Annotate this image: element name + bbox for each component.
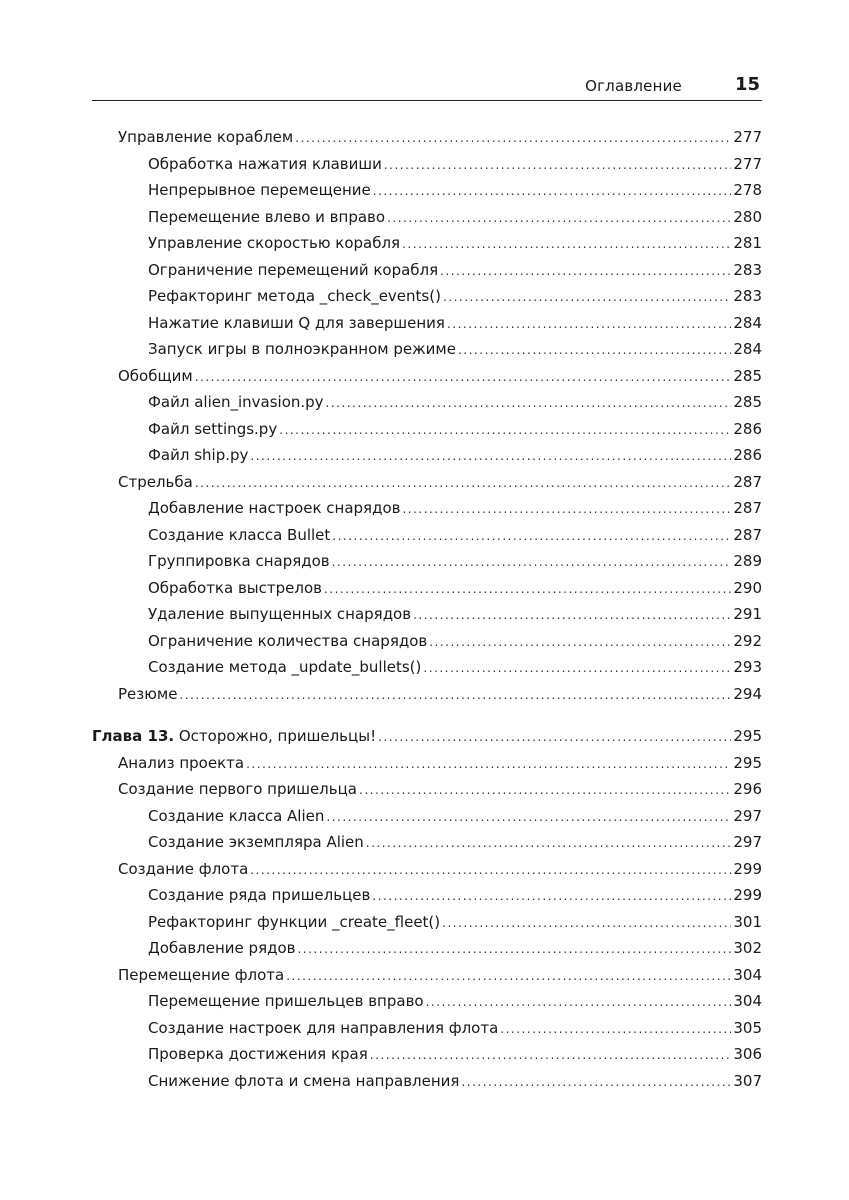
toc-entry[interactable] [148,939,762,963]
toc-dot-leader [246,757,731,771]
toc-entry-title [148,658,421,676]
toc-entry-title-text: Обработка нажатия клавиши [148,154,382,173]
running-header [92,72,762,101]
toc-entry-title-text: Нажатие клавиши Q для завершения [148,313,445,332]
toc-dot-leader [372,889,731,903]
toc-entry-page-number: 285 [733,366,762,385]
toc-entry[interactable] [148,446,762,470]
toc-entry-title-text: Ограничение перемещений корабля [148,260,439,279]
toc-entry-title [148,579,322,597]
toc-entry-title-text: Обобщим [118,366,193,385]
toc-entry-title-text: Осторожно, пришельцы! [178,727,377,745]
toc-entry[interactable] [148,181,762,205]
toc-entry[interactable] [148,552,762,576]
toc-dot-leader [500,1022,731,1036]
toc-entry[interactable] [118,367,762,391]
toc-chapter-label: Глава 13. [92,727,175,745]
toc-entry-title-text: Обработка выстрелов [148,578,322,597]
toc-entry-page-number: 283 [733,260,762,279]
toc-entry-title-text: Создание ряда пришельцев [148,886,371,904]
toc-entry[interactable] [118,128,762,152]
toc-entry[interactable] [118,966,762,990]
toc-entry[interactable] [148,833,762,857]
toc-entry-title-text: Создание метода _update_bullets() [148,658,422,676]
toc-entry-title-text: Удаление выпущенных снарядов [148,605,412,623]
toc-entry-title-text: Управление скоростью корабля [148,234,401,252]
toc-entry-page-number: 287 [733,525,762,544]
toc-entry-page-number: 290 [733,578,762,597]
toc-entry-page-number: 299 [733,859,762,878]
toc-entry-title-text: Проверка достижения края [148,1045,368,1063]
toc-entry-title-text: Ограничение количества снарядов [148,631,428,650]
toc-entry-title [148,420,277,438]
toc-entry-title-text: Непрерывное перемещение [148,181,371,199]
toc-entry-title-text: Запуск игры в полноэкранном режиме [148,340,456,358]
toc-entry[interactable] [148,1045,762,1069]
toc-entry-page-number: 287 [733,472,762,491]
toc-entry[interactable] [148,393,762,417]
toc-entry[interactable] [118,685,762,709]
toc-entry-page-number: 293 [733,658,762,676]
toc-entry-title-text: Перемещение флота [118,965,285,984]
toc-entry-title [148,992,424,1010]
toc-entry-page-number: 292 [733,631,762,650]
toc-entry[interactable] [148,420,762,444]
toc-entry-title-text: Рефакторинг метода _check_events() [148,287,441,305]
toc-entry-title-text: Создание класса Bullet [148,525,331,544]
toc-dot-leader [413,608,731,622]
toc-entry-page-number: 280 [733,207,762,226]
toc-dot-leader [195,476,732,490]
toc-entry-title [148,340,456,358]
toc-entry-title-text: Управление кораблем [118,128,294,146]
toc-entry[interactable] [148,499,762,523]
toc-dot-leader [286,969,731,983]
toc-entry[interactable] [148,1019,762,1043]
toc-entry[interactable] [148,287,762,311]
toc-entry-page-number: 287 [733,499,762,517]
toc-entry-title [148,181,371,199]
toc-entry-page-number: 284 [733,340,762,358]
toc-entry-title-text: Файл settings.py [148,419,278,438]
toc-entry[interactable] [118,473,762,497]
toc-dot-leader [461,1075,731,1089]
toc-entry-title [148,499,400,517]
toc-entry-title [148,208,385,226]
toc-dot-leader [326,396,732,410]
toc-entry-title [148,605,411,623]
toc-dot-leader [332,555,732,569]
toc-dot-leader [295,131,731,145]
toc-entry[interactable] [148,208,762,232]
toc-entry-title-text: Добавление рядов [148,939,296,957]
toc-entry-page-number: 296 [733,780,762,798]
toc-entry-title [148,446,248,464]
toc-entry-page-number: 305 [733,1018,762,1037]
toc-entry-page-number: 285 [733,393,762,411]
toc-dot-leader [279,423,731,437]
toc-dot-leader [332,529,731,543]
toc-entry-title [148,913,440,931]
toc-entry-page-number: 283 [733,287,762,305]
toc-entry-page-number: 289 [733,552,762,570]
toc-entry-page-number: 295 [733,727,762,745]
toc-entry[interactable] [148,992,762,1016]
toc-entry-title [148,314,445,332]
toc-dot-leader [359,783,731,797]
toc-dot-leader [370,1048,732,1062]
toc-entry[interactable] [148,658,762,682]
toc-entry-title [118,754,244,772]
toc-entry-title-text: Создание флота [118,859,249,878]
toc-entry-page-number: 286 [733,446,762,464]
toc-entry-title-text: Рефакторинг функции _create_fleet() [148,912,441,931]
toc-dot-leader [195,370,732,384]
toc-entry[interactable] [148,632,762,656]
toc-entry[interactable] [148,605,762,629]
toc-dot-leader [326,810,731,824]
toc-dot-leader [384,158,732,172]
toc-dot-leader [297,942,731,956]
toc-entry-title [148,807,324,825]
toc-entry[interactable] [148,340,762,364]
toc-entry-page-number: 277 [733,128,762,146]
toc-dot-leader [402,502,731,516]
toc-dot-leader [324,582,731,596]
toc-entry-page-number: 295 [733,753,762,772]
toc-entry-page-number: 281 [733,234,762,252]
toc-entry-title [118,473,193,491]
toc-entry-page-number: 278 [733,181,762,199]
toc-entry-title-text: Снижение флота и смена направления [148,1071,460,1090]
toc-entry-title-text: Стрельба [118,472,193,491]
toc-entry[interactable] [148,314,762,338]
toc-entry-title [118,128,293,146]
toc-entry-title [148,287,441,305]
toc-dot-leader [443,290,731,304]
toc-dot-leader [402,237,731,251]
toc-entry-title [148,155,382,173]
toc-entry-title [148,1045,368,1063]
toc-entry-title-text: Перемещение влево и вправо [148,207,386,226]
toc-entry-page-number: 302 [733,939,762,957]
toc-dot-leader [442,916,731,930]
toc-entry-title-text: Создание настроек для направления флота [148,1018,499,1037]
toc-entry-title [148,632,427,650]
toc-entry-page-number: 299 [733,886,762,904]
toc-dot-leader [447,317,731,331]
toc-dot-leader [426,995,732,1009]
toc-entry-title [118,685,177,703]
toc-entry-title-text: Анализ проекта [118,753,245,772]
toc-entry-title-text: Создание экземпляра Alien [148,833,364,851]
toc-entry-title [148,939,295,957]
running-header-page-number: 15 [734,74,760,95]
toc-entry-page-number: 291 [733,605,762,623]
toc-entry-page-number: 277 [733,154,762,173]
toc-entry-page-number: 297 [733,833,762,851]
toc-entry-title [148,261,438,279]
toc-entry-title-text: Группировка снарядов [148,552,330,570]
toc-entry-title-text: Создание класса Alien [148,806,325,825]
toc-entry[interactable] [118,860,762,884]
toc-entry-title-text: Резюме [118,684,178,703]
toc-entry-page-number: 304 [733,965,762,984]
toc-chapter-entry[interactable] [92,727,762,751]
toc-dot-leader [250,449,731,463]
toc-entry-title [118,780,357,798]
toc-entry[interactable] [148,579,762,603]
toc-entry[interactable] [148,1072,762,1096]
toc-entry-title [148,234,400,252]
toc-dot-leader [387,211,731,225]
toc-entry[interactable] [148,261,762,285]
toc-entry[interactable] [118,754,762,778]
toc-entry-title [148,1072,459,1090]
toc-entry-page-number: 284 [733,313,762,332]
toc-dot-leader [378,730,731,744]
toc-entry-title-text: Перемещение пришельцев вправо [148,992,424,1010]
toc-entry[interactable] [148,155,762,179]
toc-entry-title [148,526,330,544]
toc-entry[interactable] [148,913,762,937]
toc-entry[interactable] [148,234,762,258]
toc-dot-leader [440,264,731,278]
toc-dot-leader [458,343,731,357]
toc-entry-title [148,833,364,851]
toc-entry-title-text: Создание первого пришельца [118,780,358,798]
toc-entry-page-number: 297 [733,806,762,825]
toc-entry-page-number: 304 [733,992,762,1010]
toc-entry-title [148,552,330,570]
toc-dot-leader [423,661,731,675]
toc-entry-page-number: 306 [733,1045,762,1063]
toc-dot-leader [373,184,732,198]
toc-entry-page-number: 307 [733,1071,762,1090]
toc-entry-page-number: 286 [733,419,762,438]
toc-dot-leader [179,688,731,702]
toc-entry-title-text: Файл alien_invasion.py [148,393,324,411]
toc-entry-page-number: 294 [733,684,762,703]
toc-entry-title [118,966,284,984]
toc-dot-leader [366,836,732,850]
toc-entry-title-text: Файл ship.py [148,446,249,464]
toc-dot-leader [250,863,731,877]
toc-entry-title [148,1019,498,1037]
toc-entry[interactable] [148,886,762,910]
toc-entry[interactable] [148,526,762,550]
toc-entry-title [118,367,193,385]
toc-entry-title [148,886,370,904]
toc-entry[interactable] [148,807,762,831]
toc-entry-title [118,860,248,878]
toc-entry-title-text: Добавление настроек снарядов [148,499,401,517]
running-header-section-title: Оглавление [585,77,682,95]
toc-entry-title [148,393,324,411]
toc-dot-leader [429,635,731,649]
toc-entry-title [92,727,376,745]
toc-entry-page-number: 301 [733,912,762,931]
toc-entry[interactable] [118,780,762,804]
